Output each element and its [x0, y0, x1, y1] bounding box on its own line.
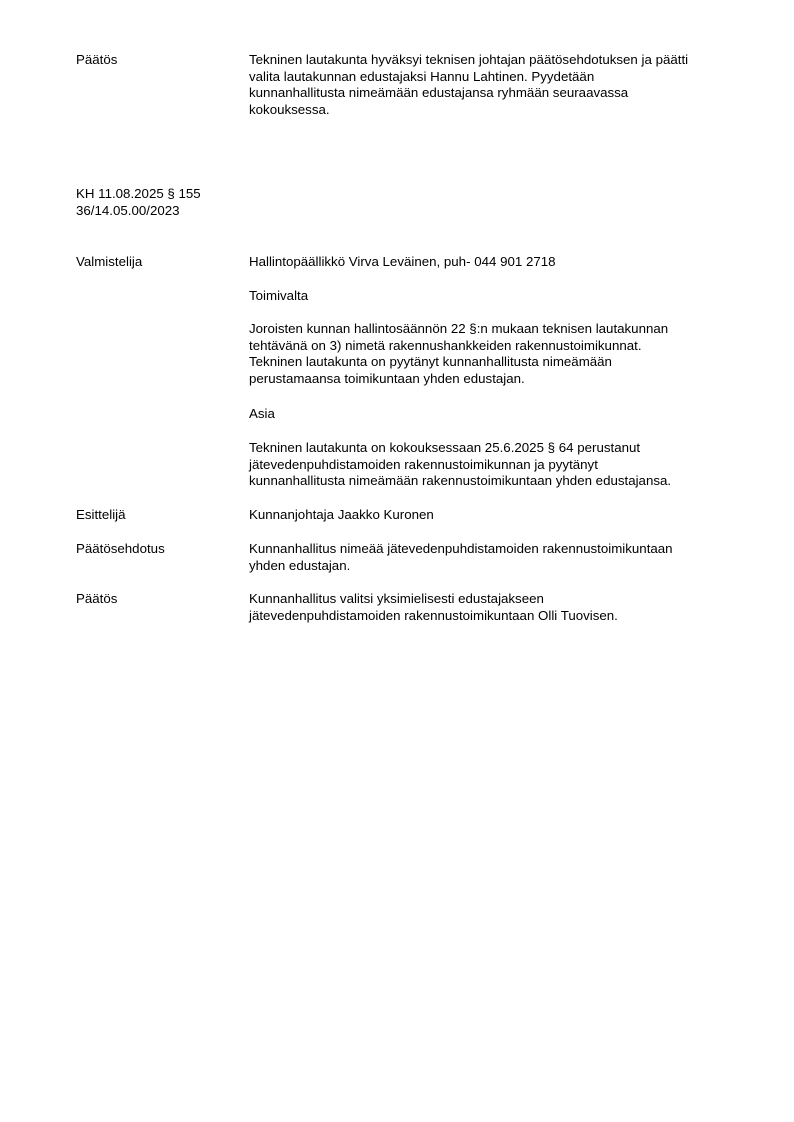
preparer-line: Hallintopäällikkö Virva Leväinen, puh- 044 901 2718 [249, 254, 556, 269]
text-line: Kunnanhallitus nimeää jätevedenpuhdistamoiden rakennustoimikuntaan [249, 541, 673, 556]
text-line: valita lautakunnan edustajaksi Hannu Lahtinen. Pyydetään [249, 68, 595, 84]
section-content [249, 321, 739, 387]
text-line: yhden edustajan. [249, 557, 351, 573]
meeting-reference [76, 186, 201, 219]
text-line: kokouksessa. [249, 101, 330, 117]
section-label: Päätös [76, 591, 118, 606]
section-content [249, 288, 739, 305]
section-content [249, 254, 739, 271]
section-content [249, 541, 739, 574]
subheading-toimivalta: Toimivalta [249, 288, 309, 303]
text-line: Kunnanhallitus valitsi yksimielisesti edustajakseen [249, 591, 544, 606]
section-label: Päätösehdotus [76, 541, 165, 556]
presenter-line: Kunnanjohtaja Jaakko Kuronen [249, 507, 434, 522]
text-line: kunnanhallitusta nimeämään rakennustoimikuntaan yhden edustajansa. [249, 473, 672, 488]
text-line: kunnanhallitusta nimeämään edustajansa ryhmään seuraavassa [249, 85, 629, 100]
section-content [249, 406, 739, 423]
record-number: 36/14.05.00/2023 [76, 202, 180, 218]
text-line: Tekninen lautakunta on kokouksessaan 25.6.2025 § 64 perustanut [249, 440, 641, 455]
section-content [249, 591, 739, 624]
text-line: Tekninen lautakunta hyväksyi teknisen johtajan päätösehdotuksen ja päätti [249, 52, 689, 67]
section-label: Päätös [76, 52, 118, 67]
text-line: tehtävänä on 3) nimetä rakennushankkeiden rakennustoimikunnat. [249, 337, 642, 353]
section-label: Valmistelija [76, 254, 143, 269]
section-content [249, 507, 739, 524]
text-line: perustamaansa toimikuntaan yhden edustajan. [249, 370, 525, 386]
section-label: Esittelijä [76, 507, 126, 522]
meeting-id: KH 11.08.2025 § 155 [76, 186, 201, 201]
text-line: jätevedenpuhdistamoiden rakennustoimikuntaan Olli Tuovisen. [249, 607, 618, 623]
section-content [249, 440, 739, 490]
text-line: Joroisten kunnan hallintosäännön 22 §:n mukaan teknisen lautakunnan [249, 321, 669, 336]
section-content [249, 52, 739, 118]
subheading-asia: Asia [249, 406, 275, 421]
text-line: jätevedenpuhdistamoiden rakennustoimikunnan ja pyytänyt [249, 456, 598, 472]
text-line: Tekninen lautakunta on pyytänyt kunnanhallitusta nimeämään [249, 354, 612, 369]
